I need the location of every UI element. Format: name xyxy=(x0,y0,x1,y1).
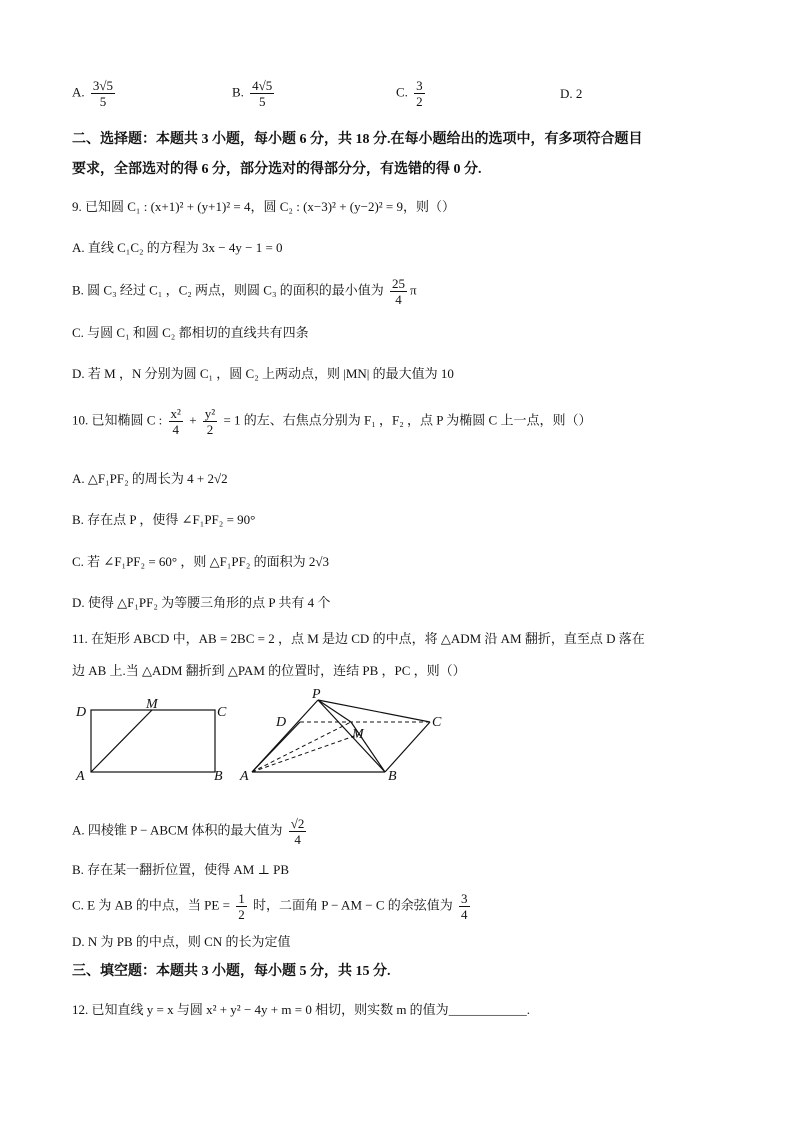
fraction: $\frac{3}{4}$ xyxy=(461,891,468,922)
fraction: $\frac{3}{2}$ xyxy=(416,78,423,109)
edge-pa xyxy=(252,700,318,772)
q9-option-c: C. 与圆 C₁ 和圆 C₂ 都相切的直线共有四条 xyxy=(72,325,309,340)
q8-option-d: D. 2 xyxy=(560,86,583,101)
section2-line1: 二、选择题：本题共 3 小题，每小题 6 分，共 18 分.在每小题给出的选项中，有多项符合题目 xyxy=(72,132,643,147)
segment-am xyxy=(91,710,152,772)
section2-line2: 要求，全部选对的得 6 分，部分选对的得部分分，有选错的得 0 分. xyxy=(72,162,482,177)
q10-stem: 10. 已知椭圆 C : $\frac{\text{x²}}{4}$ + $\frac{\text{y²}}{2}$ = 1 的左、右焦点分别为 F₁ ，F₂ ，点 P 为椭圆 C 上一点，则（） xyxy=(72,406,592,437)
label-a: A xyxy=(76,769,85,784)
label-p: P xyxy=(312,688,321,702)
q9-option-b: B. 圆 C₃ 经过 C₁ ，C₂ 两点，则圆 C₃ 的面积的最小值为 $\frac{25}{4}$ π xyxy=(72,276,417,307)
q8-option-a: A. $\frac{3√5}{5}$ xyxy=(72,78,114,109)
q11-option-d: D. N 为 PB 的中点，则 CN 的长为定值 xyxy=(72,934,291,949)
segment-ae-dashed xyxy=(252,734,360,772)
folded-figure xyxy=(239,688,442,784)
q11-option-c: C. E 为 AB 的中点，当 PE = $\frac{1}{2}$ 时，二面角 P − AM − C 的余弦值为 $\frac{3}{4}$ xyxy=(72,891,468,922)
q10-option-b: B. 存在点 P ，使得 ∠F₁PF₂ = 90° xyxy=(72,512,256,527)
fraction: $\frac{\text{x²}}{4}$ xyxy=(170,406,181,437)
q11-stem-line2: 边 AB 上.当 △ADM 翻折到 △PAM 的位置时，连结 PB ，PC ，则（） xyxy=(72,663,466,678)
q10-option-c: C. 若 ∠F₁PF₂ = 60° ，则 △F₁PF₂ 的面积为 2√3 xyxy=(72,554,329,569)
label-d: D xyxy=(276,715,287,730)
rectangle-abcd xyxy=(91,710,215,772)
fraction: $\frac{25}{4}$ xyxy=(391,276,405,307)
q9-option-a: A. 直线 C₁C₂ 的方程为 3x − 4y − 1 = 0 xyxy=(72,240,283,255)
q11-option-b: B. 存在某一翻折位置，使得 AM ⊥ PB xyxy=(72,862,289,877)
q12-stem: 12. 已知直线 y = x 与圆 x² + y² − 4y + m = 0 相切，则实数 m 的值为____________. xyxy=(72,1002,530,1017)
q9-stem: 9. 已知圆 C₁ : (x+1)² + (y+1)² = 4，圆 C₂ : (x−3)² + (y−2)² = 9，则（） xyxy=(72,199,456,214)
segment-am-dashed xyxy=(252,722,351,772)
q11-option-a: A. 四棱锥 P − ABCM 体积的最大值为 $\frac{√2}{4}$ xyxy=(72,816,305,847)
label-m: M xyxy=(146,697,158,712)
section3-title: 三、填空题：本题共 3 小题，每小题 5 分，共 15 分. xyxy=(72,964,391,979)
label-m: M xyxy=(352,727,364,742)
answer-blank: ____________. xyxy=(448,1002,530,1017)
q10-option-a: A. △F₁PF₂ 的周长为 4 + 2√2 xyxy=(72,471,228,486)
rectangle-figure xyxy=(75,697,227,784)
fraction: $\frac{1}{2}$ xyxy=(238,891,245,922)
q8-option-b: B. $\frac{4√5}{5}$ xyxy=(232,78,273,109)
q8-option-c: C. $\frac{3}{2}$ xyxy=(396,78,423,109)
fraction: $\frac{3√5}{5}$ xyxy=(92,78,114,109)
q10-option-d: D. 使得 △F₁PF₂ 为等腰三角形的点 P 共有 4 个 xyxy=(72,595,331,610)
fraction: $\frac{√2}{4}$ xyxy=(290,816,305,847)
fraction: $\frac{\text{y²}}{2}$ xyxy=(204,406,216,437)
edge-bc xyxy=(385,722,430,772)
fraction: $\frac{4√5}{5}$ xyxy=(252,78,273,109)
label-c: C xyxy=(217,705,227,720)
label-a: A xyxy=(240,769,249,784)
label-d: D xyxy=(76,705,87,720)
q9-option-d: D. 若 M ，N 分别为圆 C₁ ，圆 C₂ 上两动点，则 |MN| 的最大值为 10 xyxy=(72,366,454,381)
q11-stem-line1: 11. 在矩形 ABCD 中，AB = 2BC = 2 ，点 M 是边 CD 的中点，将 △ADM 沿 AM 翻折，直至点 D 落在 xyxy=(72,631,645,646)
label-c: C xyxy=(432,715,442,730)
label-b: B xyxy=(388,769,397,784)
label-b: B xyxy=(214,769,223,784)
q11-figure xyxy=(60,688,460,788)
